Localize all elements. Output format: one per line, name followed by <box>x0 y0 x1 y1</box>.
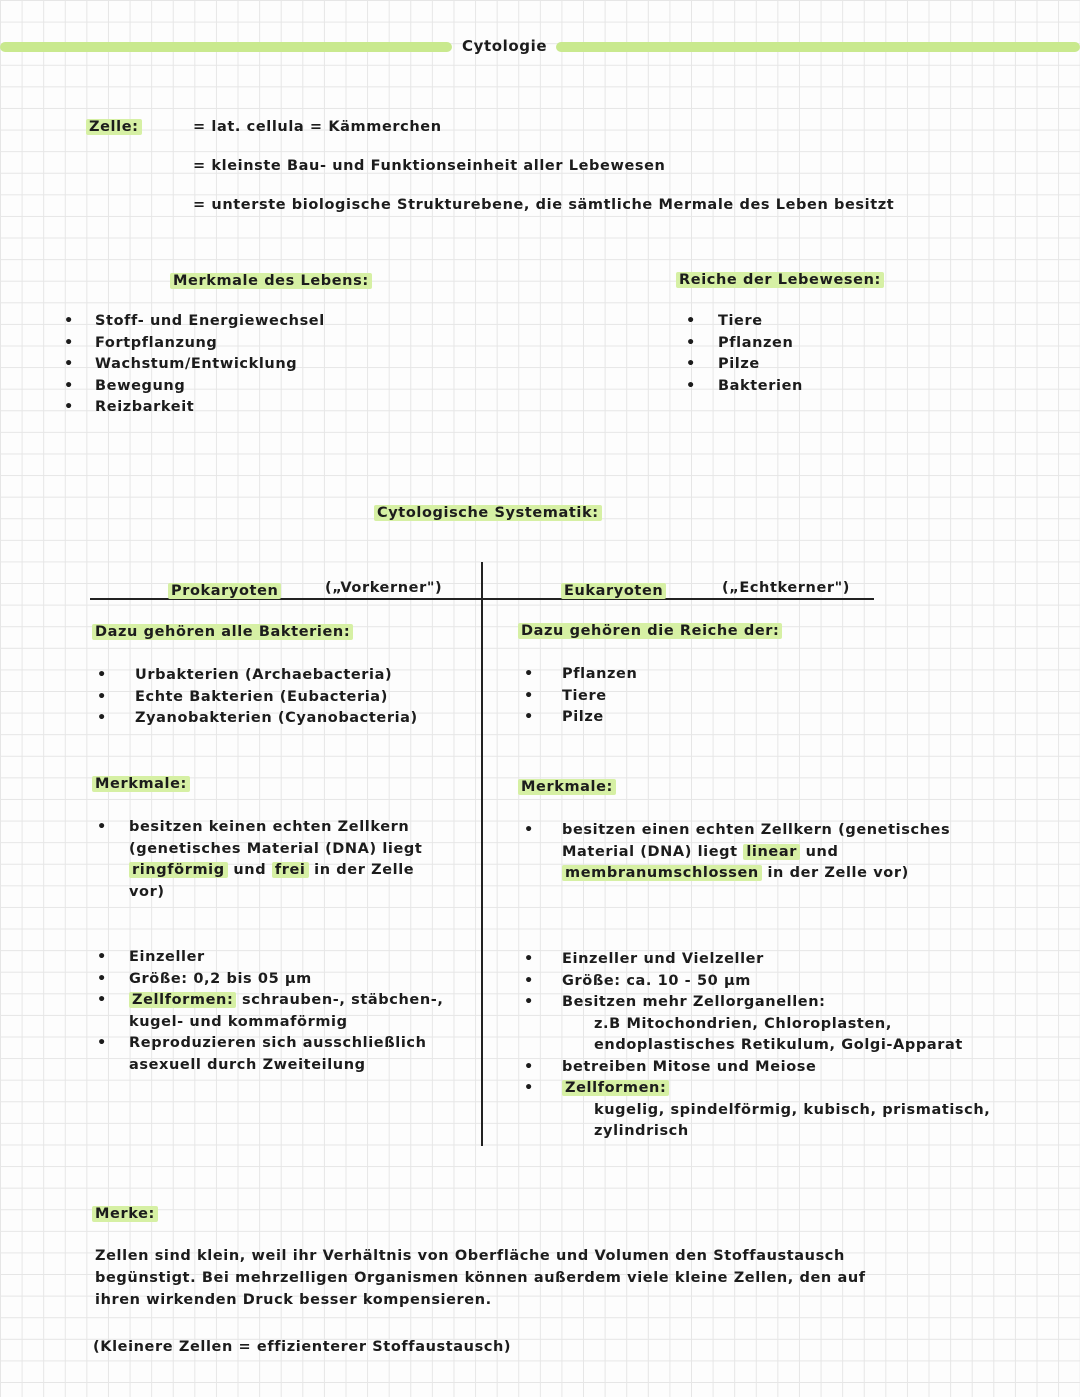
organellen-line-2: z.B Mitochondrien, Chloroplasten, <box>594 1015 892 1032</box>
merke-line-2: begünstigt. Bei mehrzelligen Organismen können außerdem viele kleine Zellen, den auf <box>95 1270 866 1286</box>
prokaryoten-merkmale-label-text: Merkmale: <box>92 776 190 792</box>
header-bar-left <box>0 42 452 52</box>
merke-line-1: Zellen sind klein, weil ihr Verhältnis von Oberfläche und Volumen den Stoffaustausch <box>95 1248 845 1264</box>
prokaryoten-subtitle: („Vorkerner") <box>325 580 443 596</box>
list-item <box>129 1033 443 1076</box>
list-item: • Größe: ca. 10 - 50 µm <box>562 971 990 993</box>
repro-line-2: asexuell durch Zweiteilung <box>129 1056 366 1073</box>
list-item <box>562 1078 990 1143</box>
list-item: • Fortpflanzung <box>95 333 325 355</box>
merke-label-text: Merke: <box>92 1206 158 1222</box>
merke-line-3: ihren wirkenden Druck besser kompensieren. <box>95 1292 492 1308</box>
prokaryoten-kern <box>129 817 422 903</box>
list-item: • Größe: 0,2 bis 05 µm <box>129 969 443 991</box>
zellformen-line-1: kugelig, spindelförmig, kubisch, prismatisch, <box>594 1101 991 1118</box>
merke-note: (Kleinere Zellen = effizienterer Stoffaustausch) <box>93 1339 512 1355</box>
kern-line-3-end: in der Zelle <box>308 862 415 878</box>
ringfoermig-highlight: ringförmig <box>129 862 228 878</box>
list-item: • Pilze <box>562 707 637 729</box>
eukaryoten-title-text: Eukaryoten <box>561 583 666 599</box>
reiche-list <box>718 311 803 397</box>
eukaryoten-dazu <box>518 621 782 643</box>
eukaryoten-eigenschaften <box>562 949 990 1143</box>
zelle-def-3: = unterste biologische Strukturebene, die sämtliche Mermale des Leben besitzt <box>193 197 895 213</box>
zellformen-line-2: zylindrisch <box>594 1123 689 1139</box>
list-item <box>562 820 950 885</box>
list-item: • Einzeller und Vielzeller <box>562 949 990 971</box>
prokaryoten-dazu <box>92 622 353 644</box>
reiche-heading <box>676 270 884 292</box>
kern-line-1: besitzen keinen echten Zellkern <box>129 819 410 835</box>
table-divider <box>481 562 483 1146</box>
list-item <box>562 992 990 1057</box>
header-bar-right <box>556 42 1080 52</box>
systematik-heading <box>374 503 602 525</box>
eukaryoten-kern <box>562 820 950 885</box>
eukaryoten-title <box>561 581 666 603</box>
membranumschlossen-highlight: membranumschlossen <box>562 865 762 881</box>
eukaryoten-examples <box>562 664 637 729</box>
list-item: • Bakterien <box>718 376 803 398</box>
list-item: • Echte Bakterien (Eubacteria) <box>135 687 418 709</box>
kern-line-3-mid: und <box>227 862 272 878</box>
merkmale-lebens-list <box>95 311 325 419</box>
list-item <box>129 990 443 1033</box>
zellformen-rest: schrauben-, stäbchen-, <box>236 992 444 1008</box>
eukaryoten-merkmale-label-text: Merkmale: <box>518 779 616 795</box>
kern-line-3-end: in der Zelle vor) <box>761 865 909 881</box>
kern-line-2: (genetisches Material (DNA) liegt <box>129 840 423 857</box>
prokaryoten-eigenschaften <box>129 947 443 1076</box>
list-item: • Pflanzen <box>718 333 803 355</box>
systematik-heading-text: Cytologische Systematik: <box>374 505 602 521</box>
linear-highlight: linear <box>743 844 800 860</box>
zelle-def-2: = kleinste Bau- und Funktionseinheit aller Lebewesen <box>193 158 666 174</box>
merkmale-lebens-heading <box>170 271 372 293</box>
repro-line-1: Reproduzieren sich ausschließlich <box>129 1035 427 1051</box>
zellformen-label: Zellformen: <box>562 1080 669 1096</box>
list-item: • Bewegung <box>95 376 325 398</box>
merkmale-lebens-heading-text: Merkmale des Lebens: <box>170 273 372 289</box>
eukaryoten-dazu-text: Dazu gehören die Reiche der: <box>518 623 782 639</box>
zelle-label <box>86 117 142 139</box>
prokaryoten-title-text: Prokaryoten <box>168 583 281 599</box>
prokaryoten-examples <box>135 665 418 730</box>
list-item: • Tiere <box>562 686 637 708</box>
list-item: • Pflanzen <box>562 664 637 686</box>
page-title: Cytologie <box>462 37 548 55</box>
zellformen-line-2: kugel- und kommaförmig <box>129 1013 348 1030</box>
kern-line-1: besitzen einen echten Zellkern (genetisches <box>562 822 951 838</box>
list-item: • Wachstum/Entwicklung <box>95 354 325 376</box>
zelle-label-text: Zelle: <box>86 119 142 135</box>
list-item: • Urbakterien (Archaebacteria) <box>135 665 418 687</box>
list-item: • Pilze <box>718 354 803 376</box>
kern-line-2-end: und <box>799 843 839 860</box>
list-item: • Einzeller <box>129 947 443 969</box>
prokaryoten-dazu-text: Dazu gehören alle Bakterien: <box>92 624 353 640</box>
prokaryoten-title <box>168 581 281 603</box>
list-item: • Reizbarkeit <box>95 397 325 419</box>
organellen: Besitzen mehr Zellorganellen: <box>562 994 826 1010</box>
merke-label <box>92 1204 158 1226</box>
list-item <box>129 817 422 903</box>
kern-line-2-a: Material (DNA) liegt <box>562 843 744 860</box>
frei-highlight: frei <box>272 862 309 878</box>
zelle-def-1: = lat. cellula = Kämmerchen <box>193 119 442 135</box>
list-item: • Zyanobakterien (Cyanobacteria) <box>135 708 418 730</box>
prokaryoten-merkmale-label <box>92 774 190 796</box>
list-item: • betreiben Mitose und Meiose <box>562 1057 990 1079</box>
reiche-heading-text: Reiche der Lebewesen: <box>676 272 884 288</box>
eukaryoten-subtitle: („Echtkerner") <box>722 580 851 596</box>
eukaryoten-merkmale-label <box>518 777 616 799</box>
kern-line-4: vor) <box>129 883 165 900</box>
organellen-line-3: endoplastisches Retikulum, Golgi-Apparat <box>594 1037 963 1053</box>
list-item: • Stoff- und Energiewechsel <box>95 311 325 333</box>
list-item: • Tiere <box>718 311 803 333</box>
zellformen-label: Zellformen: <box>129 992 236 1008</box>
